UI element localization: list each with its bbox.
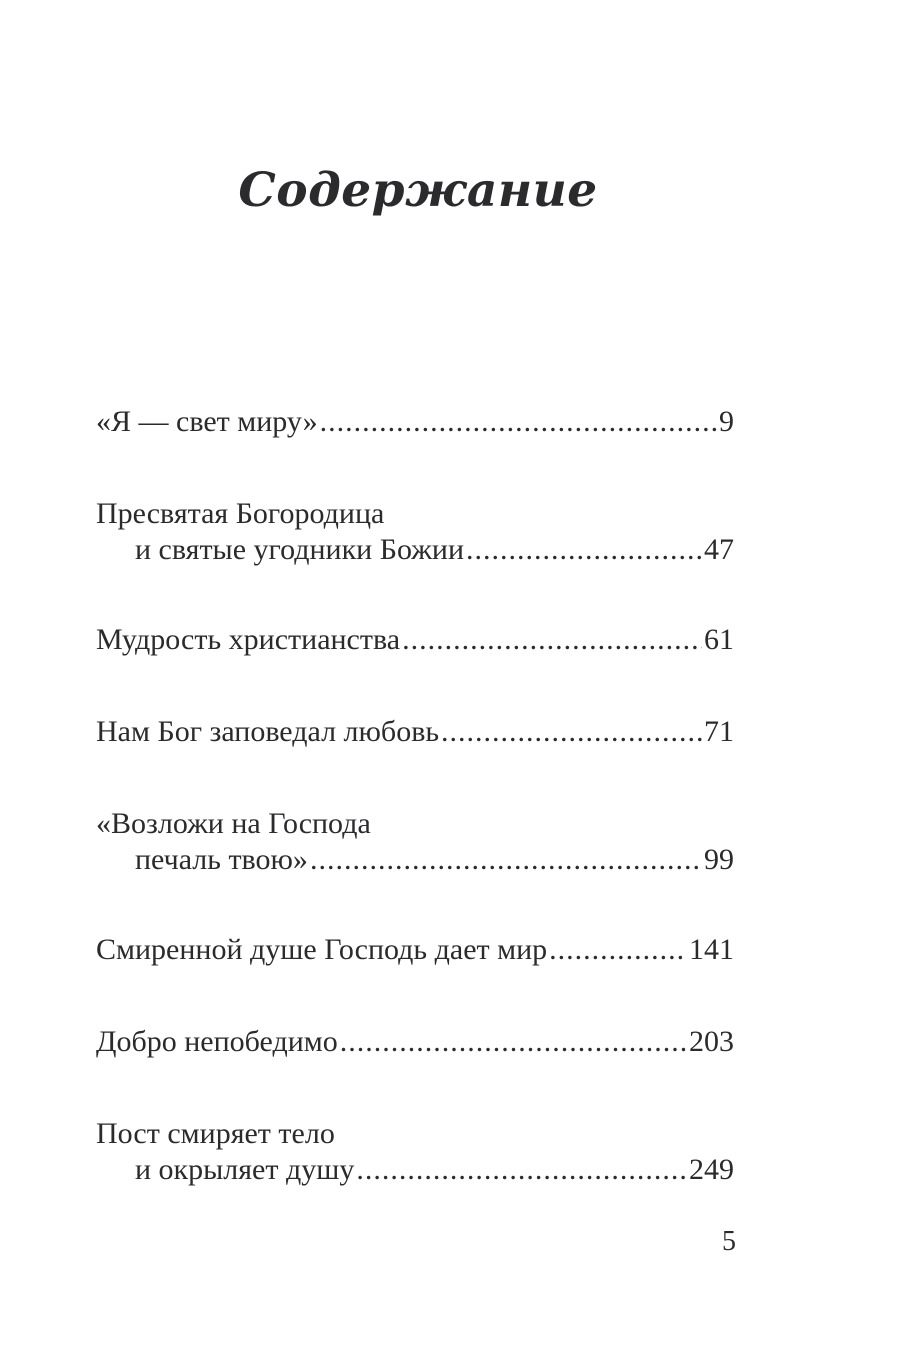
toc-entry: [96, 496, 734, 568]
toc-entry-title: Смиренной душе Господь дает мир: [96, 933, 548, 966]
toc-entry-page: 203: [689, 1025, 734, 1058]
toc-entry: [96, 806, 734, 878]
toc-entry: [96, 1116, 734, 1188]
toc-entry-title: «Я — свет миру»: [96, 405, 318, 438]
toc-entry: [96, 932, 734, 968]
toc-entry-page: 61: [704, 623, 734, 656]
toc-entry-title: Пост смиряет тело: [96, 1117, 335, 1150]
toc-entry: [96, 404, 734, 440]
dot-leader: [466, 532, 702, 568]
toc-entry-title: Нам Бог заповедал любовь: [96, 715, 440, 748]
toc-entry-title-continued: и святые угодники Божии: [135, 533, 465, 566]
toc-entry: [96, 714, 734, 750]
dot-leader: [340, 1024, 687, 1060]
dot-leader: [441, 714, 702, 750]
dot-leader: [356, 1152, 687, 1188]
toc-entry-title: «Возложи на Господа: [96, 807, 371, 840]
toc-entry-title-continued: печаль твою»: [135, 843, 308, 876]
page-title: Содержание: [238, 163, 598, 218]
toc-entry-page: 71: [704, 715, 734, 748]
toc-entry-title: Пресвятая Богородица: [96, 497, 385, 530]
toc-entry-page: 141: [689, 933, 734, 966]
toc-entry-page: 249: [689, 1153, 734, 1186]
dot-leader: [549, 932, 687, 968]
toc-entry-page: 47: [704, 533, 734, 566]
toc-entry-page: 9: [719, 405, 734, 438]
toc-entry-title: Мудрость христианства: [96, 623, 401, 656]
dot-leader: [320, 404, 717, 440]
page-number: 5: [722, 1226, 736, 1257]
toc-entry-title: Добро непобедимо: [96, 1025, 338, 1058]
toc-entry: [96, 1024, 734, 1060]
dot-leader: [310, 842, 702, 878]
dot-leader: [402, 622, 702, 658]
toc-entry-page: 99: [704, 843, 734, 876]
toc-entry-title-continued: и окрыляет душу: [135, 1153, 355, 1186]
toc-entry: [96, 622, 734, 658]
